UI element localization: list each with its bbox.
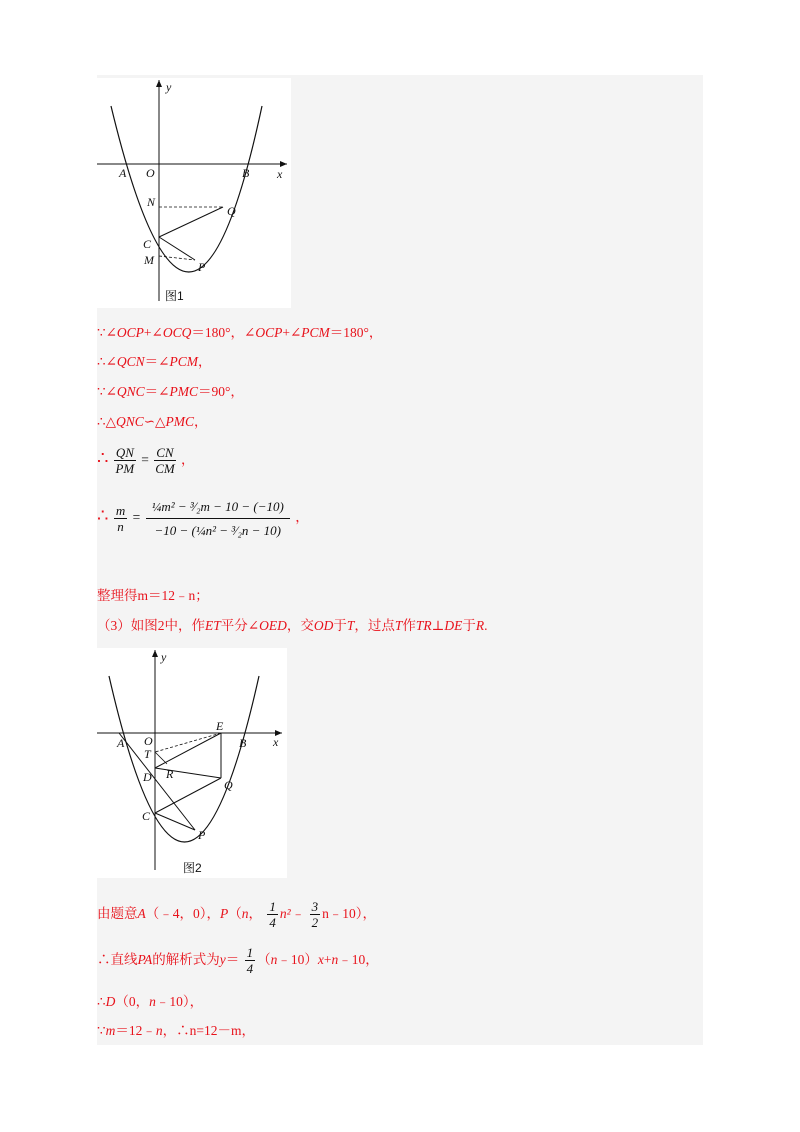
proof-line-3: ∵∠QNC＝∠PMC＝90°， xyxy=(97,384,244,399)
slope-fraction: $\frac{1}{4}$ xyxy=(246,945,254,977)
fig1-caption: 图1 xyxy=(165,289,184,303)
fig1-label-y: y xyxy=(166,80,172,94)
fig2-label-q: Q xyxy=(224,778,233,792)
document-sheet xyxy=(97,75,703,1045)
fig2-label-r: R xyxy=(166,767,174,781)
fig1-label-b: B xyxy=(242,166,250,180)
frac-one-quarter: $\frac{1}{4}$ xyxy=(269,899,276,931)
frac-three-halves: $\frac{3}{2}$ xyxy=(311,899,319,931)
figure-2 xyxy=(97,648,287,878)
proof-line-1: ∵∠OCP+∠OCQ＝180°，∠OCP+∠PCM＝180°， xyxy=(97,325,383,340)
proof-line-2: ∴∠QCN＝∠PCM， xyxy=(97,354,212,369)
fig2-label-y: y xyxy=(161,650,167,664)
fig2-label-t: T xyxy=(144,747,151,761)
fig2-label-b: B xyxy=(239,736,247,750)
fig2-label-a: A xyxy=(117,736,125,750)
fig2-label-c: C xyxy=(142,809,151,823)
ratio-cn-cm: $\frac{CN}{CM}$ xyxy=(155,445,175,477)
fig2-label-x: x xyxy=(273,735,279,749)
ratio-m-n: $\frac{m}{n}$ xyxy=(115,503,126,534)
proof-line-4: ∴△QNC∽△PMC， xyxy=(97,414,208,429)
proof-line-8: （3）如图2中，作ET平分∠OED，交OD于T，过点T作TR⊥DE于R. xyxy=(97,618,488,633)
fig1-label-x: x xyxy=(277,167,283,181)
fig1-label-q: Q xyxy=(227,204,236,218)
fig2-label-d: D xyxy=(143,770,152,784)
big-fraction: $\frac{\text{¼m² − ³⁄₂m − 10 − (−10)}}{\text{−10 − (¼n² − ³⁄₂n − 10)}}$ xyxy=(146,495,290,542)
fig1-label-c: C xyxy=(143,237,152,251)
fig2-label-p: P xyxy=(198,828,206,842)
fig1-label-m: M xyxy=(144,253,154,267)
fig1-label-a: A xyxy=(119,166,127,180)
ratio-qn-pm: $\frac{QN}{PM}$ xyxy=(115,445,135,477)
proof-line-5: ∴ $\frac{QN}{PM}$ = $\frac{CN}{CM}$ ， xyxy=(97,445,195,477)
fig2-label-o: O xyxy=(144,734,153,748)
figure-2-diagram xyxy=(97,648,287,878)
proof-line-9: 由题意A（﹣4，0），P（n， $\frac{1}{4}$ n²﹣ $\frac{3}{2}$ n﹣10）， xyxy=(97,899,377,931)
proof-line-10: ∴直线PA的解析式为y＝ $\frac{1}{4}$ （n﹣10）x+n﹣10， xyxy=(97,945,379,977)
proof-line-11: ∴D（0，n﹣10）， xyxy=(97,994,204,1009)
fig1-label-n: N xyxy=(147,195,156,209)
figure-1 xyxy=(97,78,291,308)
proof-line-12: ∵m＝12﹣n，∴n=12－m， xyxy=(97,1023,255,1038)
fig2-caption: 图2 xyxy=(183,861,202,875)
proof-line-6: ∴ $\frac{m}{n}$ = $\frac{\text{¼m² − ³⁄₂m − 10 − (−10)}}{\text{−10 − (¼n² − ³⁄₂n − 10)}}$ ， xyxy=(97,495,309,542)
fig1-label-p: P xyxy=(198,260,206,274)
fig2-label-e: E xyxy=(216,719,224,733)
proof-line-7: 整理得m＝12﹣n； xyxy=(97,588,209,603)
fig1-label-o: O xyxy=(146,166,155,180)
figure-1-diagram xyxy=(97,78,291,308)
